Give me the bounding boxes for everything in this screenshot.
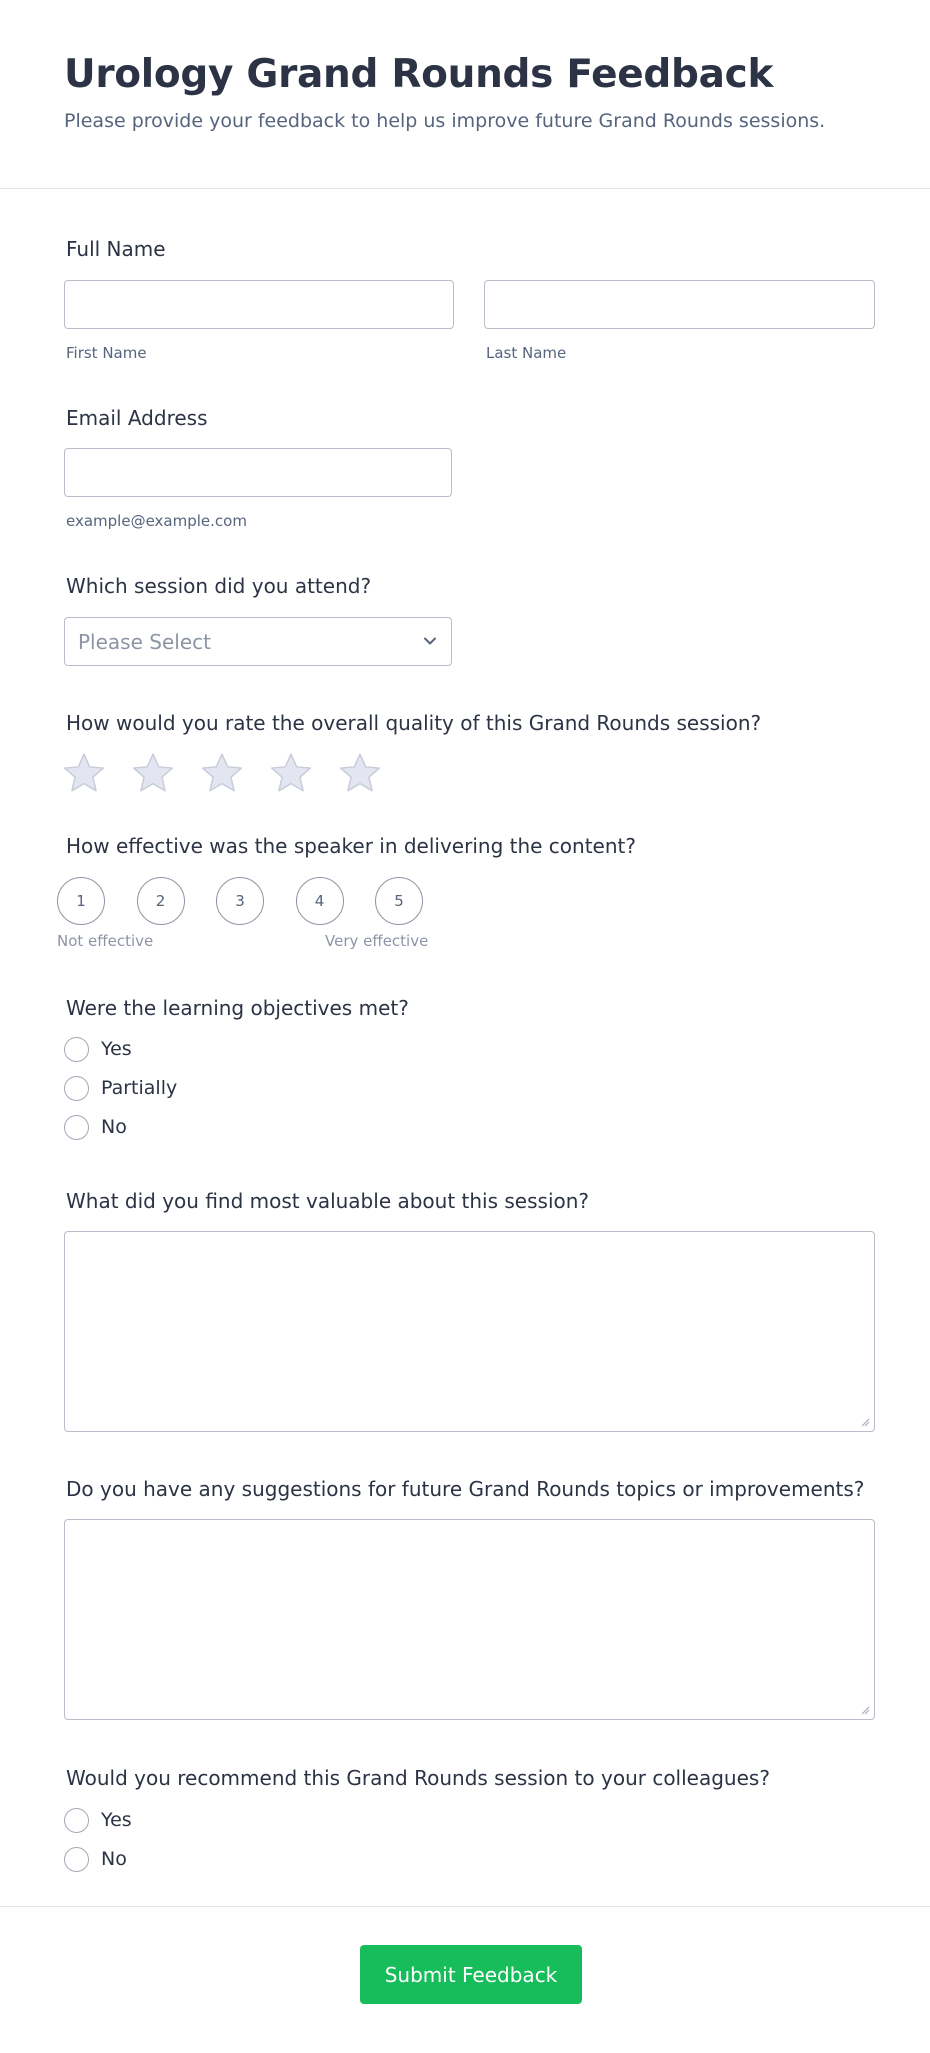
full-name-label: Full Name <box>66 237 166 261</box>
form-title: Urology Grand Rounds Feedback <box>64 52 774 97</box>
last-name-sublabel: Last Name <box>486 344 567 362</box>
session-select[interactable] <box>64 617 452 666</box>
session-select-placeholder: Please Select <box>78 630 211 654</box>
star-icon[interactable] <box>338 752 382 794</box>
email-label: Email Address <box>66 406 208 430</box>
radio-label: No <box>101 1848 127 1870</box>
star-icon[interactable] <box>269 752 313 794</box>
email-input[interactable] <box>64 448 452 497</box>
radio-button[interactable] <box>64 1847 89 1872</box>
scale-option-1[interactable]: 1 <box>57 877 105 925</box>
last-name-input[interactable] <box>484 280 875 329</box>
scale-option-2[interactable]: 2 <box>137 877 185 925</box>
chevron-down-icon <box>421 632 439 650</box>
scale-high-label: Very effective <box>325 932 429 950</box>
suggestions-label: Do you have any suggestions for future Grand Rounds topics or improvements? <box>66 1477 865 1501</box>
resize-grip-icon[interactable] <box>861 1706 870 1715</box>
radio-label: Partially <box>101 1077 178 1099</box>
scale-option-4[interactable]: 4 <box>296 877 344 925</box>
first-name-sublabel: First Name <box>66 344 147 362</box>
star-icon[interactable] <box>200 752 244 794</box>
radio-button[interactable] <box>64 1037 89 1062</box>
star-icon[interactable] <box>62 752 106 794</box>
form-subtitle: Please provide your feedback to help us improve future Grand Rounds sessions. <box>64 110 826 132</box>
radio-button[interactable] <box>64 1808 89 1833</box>
radio-button[interactable] <box>64 1076 89 1101</box>
valuable-textarea[interactable] <box>64 1231 875 1432</box>
radio-label: No <box>101 1116 127 1138</box>
scale-low-label: Not effective <box>57 932 154 950</box>
email-sublabel: example@example.com <box>66 512 247 530</box>
form-header <box>0 0 930 189</box>
recommend-label: Would you recommend this Grand Rounds session to your colleagues? <box>66 1766 770 1790</box>
quality-label: How would you rate the overall quality of this Grand Rounds session? <box>66 711 762 735</box>
star-icon[interactable] <box>131 752 175 794</box>
first-name-input[interactable] <box>64 280 454 329</box>
scale-option-3[interactable]: 3 <box>216 877 264 925</box>
objectives-label: Were the learning objectives met? <box>66 996 409 1020</box>
session-label: Which session did you attend? <box>66 574 372 598</box>
valuable-label: What did you find most valuable about this session? <box>66 1189 590 1213</box>
scale-option-5[interactable]: 5 <box>375 877 423 925</box>
submit-feedback-button[interactable]: Submit Feedback <box>360 1945 582 2004</box>
radio-label: Yes <box>101 1038 132 1060</box>
speaker-label: How effective was the speaker in delivering the content? <box>66 834 636 858</box>
radio-label: Yes <box>101 1809 132 1831</box>
radio-button[interactable] <box>64 1115 89 1140</box>
resize-grip-icon[interactable] <box>861 1418 870 1427</box>
suggestions-textarea[interactable] <box>64 1519 875 1720</box>
footer-divider <box>0 1906 930 1907</box>
